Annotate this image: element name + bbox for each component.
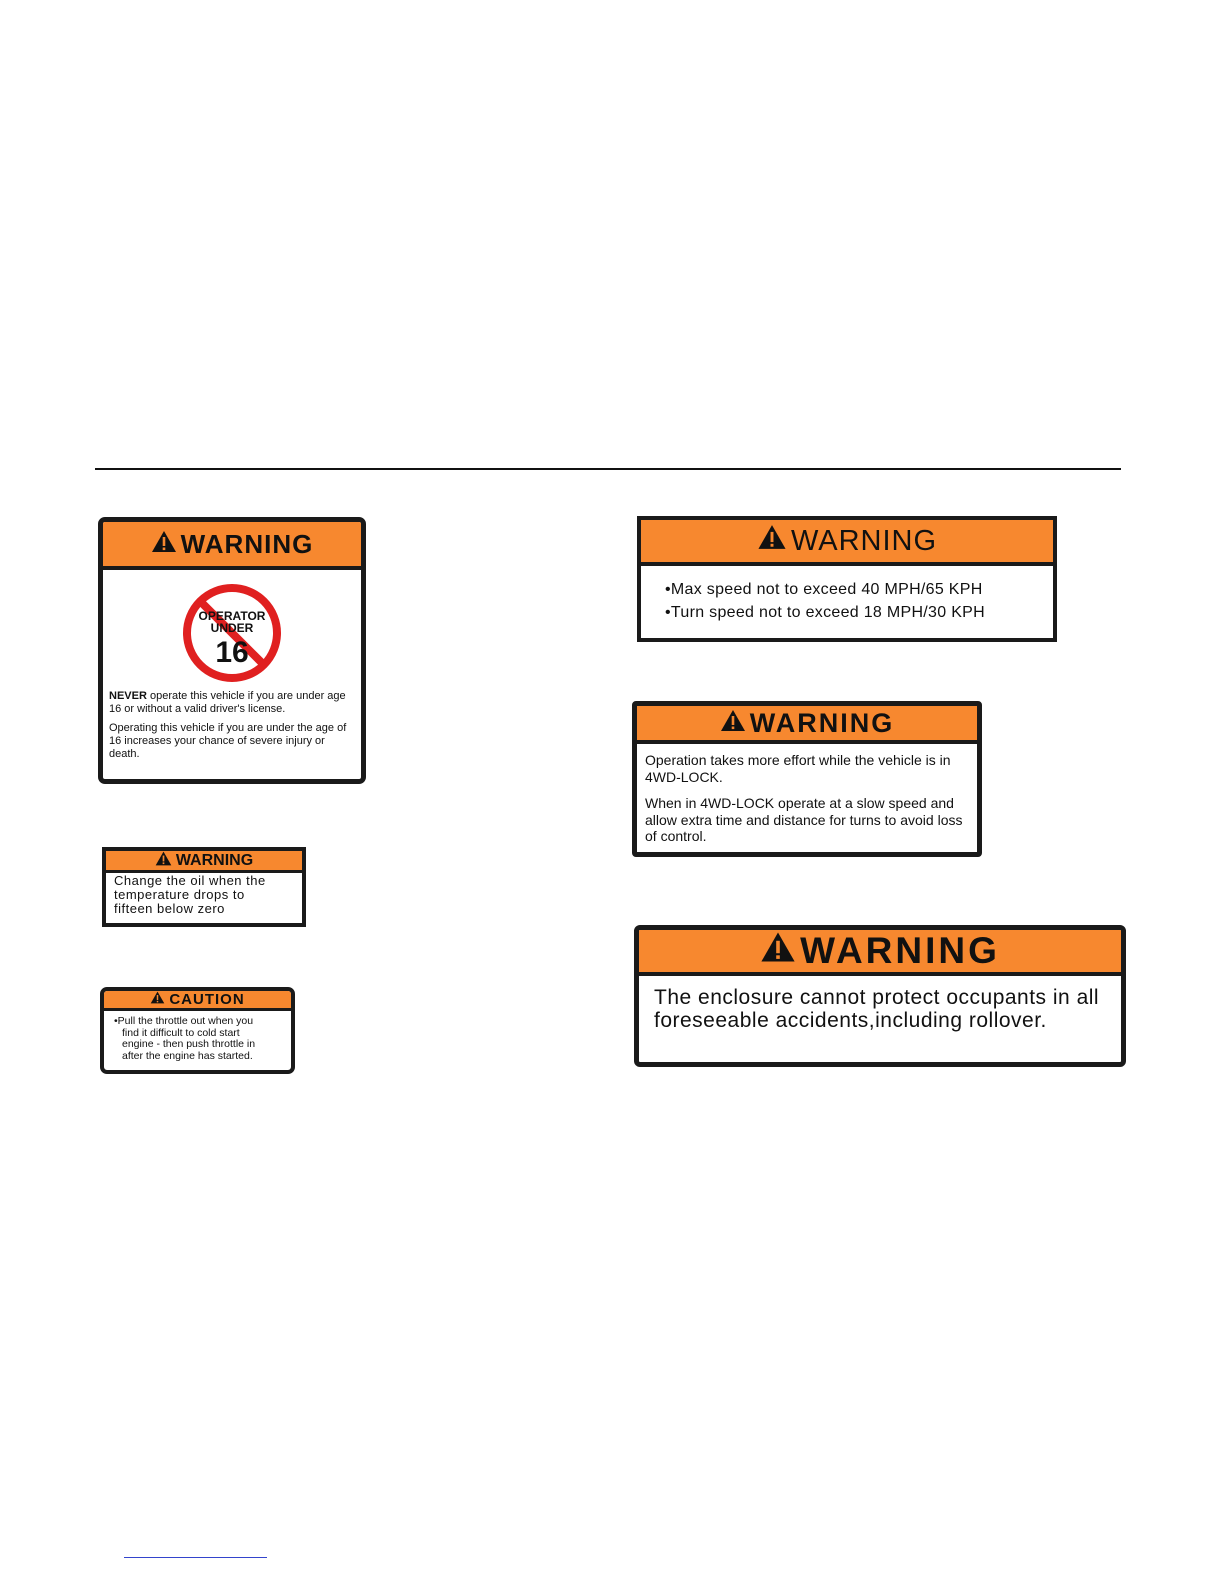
label-header: WARNING [641,520,1053,566]
throttle-caution-label [100,987,295,1074]
operator-paragraph-2: Operating this vehicle if you are under the age of 16 increases your chance of severe injury or death. [109,722,347,760]
4wd-lock-warning-label [632,701,982,857]
warning-triangle-icon [155,851,172,871]
symbol-text-operator: OPERATOR [198,609,266,623]
oil-change-text: Change the oil when the temperature drops to fifteen below zero [114,873,266,916]
header-rule [95,468,1121,470]
operator-age-warning-label [98,517,366,784]
symbol-number: 16 [215,636,249,669]
label-header: WARNING [103,522,361,570]
label-header: WARNING [106,851,302,873]
speed-limit-text [641,566,1053,624]
operator-paragraph-1: NEVER operate this vehicle if you are under age 16 or without a valid driver's license. [109,690,346,715]
label-header: WARNING [637,706,977,744]
4wd-lock-text [637,744,977,845]
warning-triangle-icon [760,930,796,972]
label-header: CAUTION [104,991,291,1011]
warning-triangle-icon [150,991,165,1008]
speed-bullet-1: •Max speed not to exceed 40 MPH/65 KPH [665,581,983,598]
warning-triangle-icon [151,529,177,560]
warning-triangle-icon [720,708,746,739]
4wd-lock-paragraph-2: When in 4WD-LOCK operate at a slow speed and allow extra time and distance for turns to avoid loss of control. [645,795,963,844]
enclosure-text: The enclosure cannot protect occupants in all foreseeable accidents,including rollover. [654,986,1100,1032]
caution-text: •Pull the throttle out when you find it difficult to cold start engine - then push throttle in after the engine has started. [114,1015,256,1062]
4wd-lock-paragraph-1: Operation takes more effort while the vehicle is in 4WD-LOCK. [645,752,951,785]
label-header: WARNING [639,930,1121,976]
oil-change-warning-label [102,847,306,927]
symbol-text-under: UNDER [210,621,254,635]
no-operator-under-16-icon [181,582,283,684]
speed-bullet-2: •Turn speed not to exceed 18 MPH/30 KPH [665,604,985,621]
enclosure-warning-label [634,925,1126,1067]
warning-triangle-icon [757,524,787,558]
speed-limit-warning-label [637,516,1057,642]
footer-link-underline[interactable] [124,1557,267,1558]
